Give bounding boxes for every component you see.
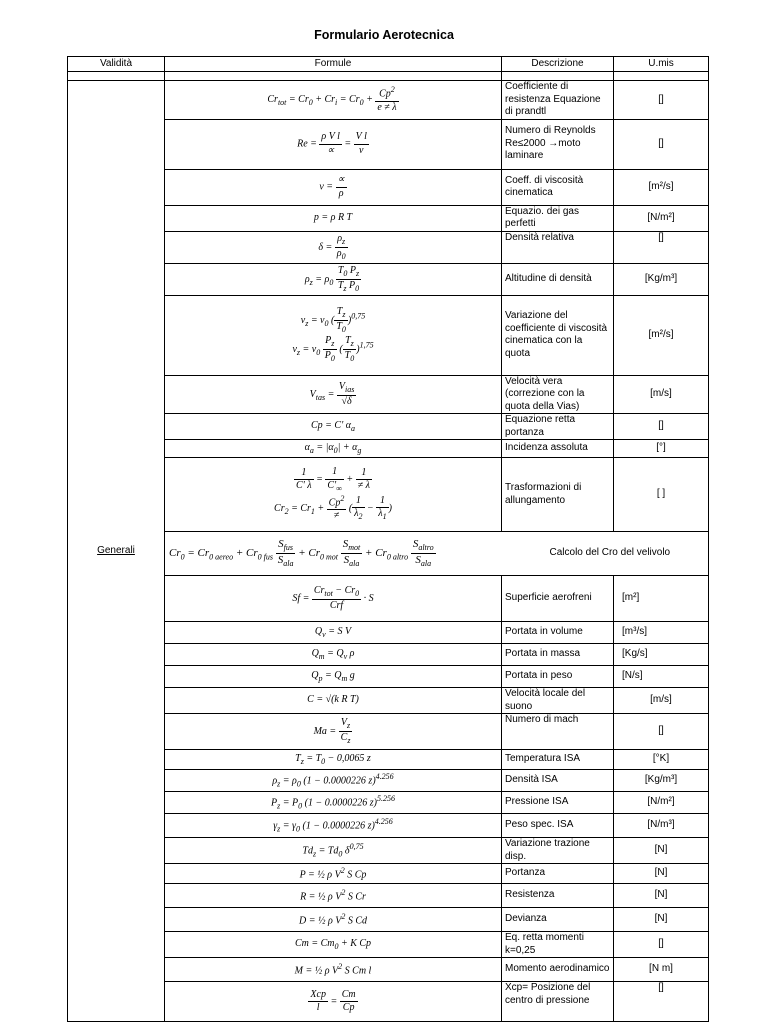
table-row	[68, 295, 709, 375]
desc: Incidenza assoluta	[502, 440, 614, 458]
desc: Resistenza	[502, 884, 614, 908]
formula-rho-isa: $\rho_z = \rho_0$ (1 − 0.0000226 z)$^{4.256}$	[165, 770, 502, 792]
desc: Variazione trazione disp.	[502, 838, 614, 864]
formula-sf: Sf = $\frac{Cr_{tot} - Cr_0}{\text{Crf}}$ · S	[165, 576, 502, 622]
table-row	[68, 792, 709, 814]
formula-resistenza: R = ½ ρ $V^2$ S Cr	[165, 884, 502, 908]
table-row	[68, 714, 709, 750]
formula-crtot: $Cr_{tot} = Cr_0 + Cr_i = Cr_0$ + $\frac{Cp^2}{e \ne \lambda}$	[165, 81, 502, 120]
table-row	[68, 205, 709, 231]
unit: [m³/s]	[614, 622, 709, 644]
table-row	[68, 644, 709, 666]
header-formule: Formule	[165, 57, 502, 72]
desc: Equazione retta portanza	[502, 414, 614, 440]
desc: Equazio. dei gas perfetti	[502, 205, 614, 231]
table-row	[68, 622, 709, 644]
desc: Coeff. di viscosità cinematica	[502, 169, 614, 205]
table-row	[68, 458, 709, 532]
unit: []	[614, 81, 709, 120]
table-row	[68, 375, 709, 414]
formula-c: C = √(k R T)	[165, 688, 502, 714]
desc: Devianza	[502, 908, 614, 932]
formula-p-isa: $P_z = P_0$ (1 − 0.0000226 z)$^{5.256}$	[165, 792, 502, 814]
unit: [m²/s]	[614, 295, 709, 375]
unit: [m²]	[614, 576, 709, 622]
desc: Momento aerodinamico	[502, 958, 614, 982]
table-row	[68, 770, 709, 792]
table-row	[68, 119, 709, 169]
desc: Eq. retta momenti k=0,25	[502, 932, 614, 958]
page-title: Formulario Aerotecnica	[314, 28, 454, 42]
unit: [N/m²]	[614, 205, 709, 231]
table-row	[68, 231, 709, 263]
desc: Calcolo del Cro del velivolo	[502, 532, 709, 576]
unit: [N]	[614, 884, 709, 908]
unit: [Kg/s]	[614, 644, 709, 666]
unit: [N]	[614, 908, 709, 932]
table-row	[68, 666, 709, 688]
desc: Pressione ISA	[502, 792, 614, 814]
table-row	[68, 838, 709, 864]
unit: [N/m²]	[614, 792, 709, 814]
desc: Variazione del coefficiente di viscosità cinematica con la quota	[502, 295, 614, 375]
unit: []	[614, 119, 709, 169]
unit: []	[614, 414, 709, 440]
table-row	[68, 169, 709, 205]
formula-mach: Ma = $\frac{V_z}{C_z}$	[165, 714, 502, 750]
formula-gas: p = ρ R T	[165, 205, 502, 231]
desc: Altitudine di densità	[502, 263, 614, 295]
formula-cm: $Cm = Cm_0 + K$ Cp	[165, 932, 502, 958]
formula-cp: Cp = C' $\alpha_a$	[165, 414, 502, 440]
formula-cro: $Cr_0 = Cr_{0 aereo} + Cr_{0 fus}$ $\frac{S_{fus}}{S_{ala}}$ + $Cr_{0 mot}$ $\frac{S_{mot}}{S_{ala}}$ + $Cr_{0 altro}$ $\frac{S_{altro}}{S_{ala}}$	[165, 532, 502, 576]
header-descrizione: Descrizione	[502, 57, 614, 72]
unit: [m/s]	[614, 375, 709, 414]
header-umis: U.mis	[614, 57, 709, 72]
desc: Portata in massa	[502, 644, 614, 666]
desc: Peso spec. ISA	[502, 814, 614, 838]
table-row	[68, 414, 709, 440]
table-row	[68, 958, 709, 982]
desc: Numero di mach	[502, 714, 614, 750]
formula-rhoz: $\rho_z = \rho_0$ $\frac{T_0 P_z}{T_z P_0}$	[165, 263, 502, 295]
formula-td: $Td_z = Td_0$ $\delta^{0,75}$	[165, 838, 502, 864]
formula-gamma-isa: $\gamma_z = \gamma_0$ (1 − 0.0000226 z)$^{4.256}$	[165, 814, 502, 838]
formula-qp: $Q_p = Q_m$ g	[165, 666, 502, 688]
formula-allungamento: $\frac{1}{C' \lambda}$ = $\frac{1}{C'_\infty}$ + $\frac{1}{\ne \lambda}$ $Cr_2 = Cr_1$ + $\frac{Cp^2}{\ne}$ ( $\frac{1}{\lambda_2}$ − $\frac{1}{\lambda_1}$ )	[165, 458, 502, 532]
formula-xcp: $\frac{\text{Xcp}}{l}$ = $\frac{Cm}{Cp}$	[165, 982, 502, 1022]
desc: Densità ISA	[502, 770, 614, 792]
unit: [m²/s]	[614, 169, 709, 205]
table-row	[68, 532, 709, 576]
desc: Numero di Reynolds Re≤2000 →moto laminare	[502, 119, 614, 169]
desc: Velocità vera (correzione con la quota della Vias)	[502, 375, 614, 414]
table-row	[68, 884, 709, 908]
unit: []	[614, 714, 709, 750]
formula-qm: $Q_m = Q_v$ ρ	[165, 644, 502, 666]
header-validita: Validità	[68, 57, 165, 72]
unit: []	[614, 982, 709, 1022]
table-row	[68, 440, 709, 458]
header-row	[68, 57, 709, 72]
desc: Portanza	[502, 864, 614, 884]
desc: Velocità locale del suono	[502, 688, 614, 714]
unit: []	[614, 231, 709, 263]
unit: [Kg/m³]	[614, 770, 709, 792]
unit: [ ]	[614, 458, 709, 532]
table-row	[68, 688, 709, 714]
unit: [°K]	[614, 750, 709, 770]
unit: [°]	[614, 440, 709, 458]
unit: [N]	[614, 864, 709, 884]
group-label: Generali	[68, 81, 165, 1022]
desc: Trasformazioni di allungamento	[502, 458, 614, 532]
desc: Densità relativa	[502, 231, 614, 263]
table-row	[68, 263, 709, 295]
table-row	[68, 576, 709, 622]
formula-qv: $Q_v = S$ V	[165, 622, 502, 644]
formula-portanza: P = ½ ρ $V^2$ S Cp	[165, 864, 502, 884]
unit: [N m]	[614, 958, 709, 982]
table-row	[68, 908, 709, 932]
formula-vtas: $V_{tas}$ = $\frac{V_{ias}}{√\delta}$	[165, 375, 502, 414]
table-row	[68, 932, 709, 958]
desc: Temperatura ISA	[502, 750, 614, 770]
unit: [N/s]	[614, 666, 709, 688]
unit: [Kg/m³]	[614, 263, 709, 295]
table-row	[68, 750, 709, 770]
desc: Portata in peso	[502, 666, 614, 688]
unit: [N]	[614, 838, 709, 864]
table-row	[68, 81, 709, 120]
formula-tz: $T_z = T_0 - 0,0065$ z	[165, 750, 502, 770]
unit: [m/s]	[614, 688, 709, 714]
formula-nu: ν = $\frac{\propto}{\rho}$	[165, 169, 502, 205]
desc: Superficie aerofreni	[502, 576, 614, 622]
formula-nuz: $\nu_z = \nu_0$ ( $\frac{T_z}{T_0}$ )$^{0,75}$ $\nu_z = \nu_0$ $\frac{P_z}{P_0}$ ( $\frac{T_z}{T_0}$ )$^{1,75}$	[165, 295, 502, 375]
desc: Portata in volume	[502, 622, 614, 644]
table-row	[68, 982, 709, 1022]
formula-delta: δ = $\frac{\rho_z}{\rho_0}$	[165, 231, 502, 263]
table-row	[68, 814, 709, 838]
formula-table	[67, 56, 709, 1022]
formula-alpha: $\alpha_a = |\alpha_0| + \alpha_g$	[165, 440, 502, 458]
formula-reynolds: Re = $\frac{\text{ρ V l}}{\propto}$ = $\frac{\text{V l}}{\nu}$	[165, 119, 502, 169]
formula-devianza: D = ½ ρ $V^2$ S Cd	[165, 908, 502, 932]
blank-row	[68, 72, 709, 81]
desc: Xcp= Posizione del centro di pressione	[502, 982, 614, 1022]
unit: []	[614, 932, 709, 958]
desc: Coefficiente di resistenza Equazione di prandtl	[502, 81, 614, 120]
formula-momento: M = ½ ρ $V^2$ S Cm l	[165, 958, 502, 982]
table-row	[68, 864, 709, 884]
unit: [N/m³]	[614, 814, 709, 838]
